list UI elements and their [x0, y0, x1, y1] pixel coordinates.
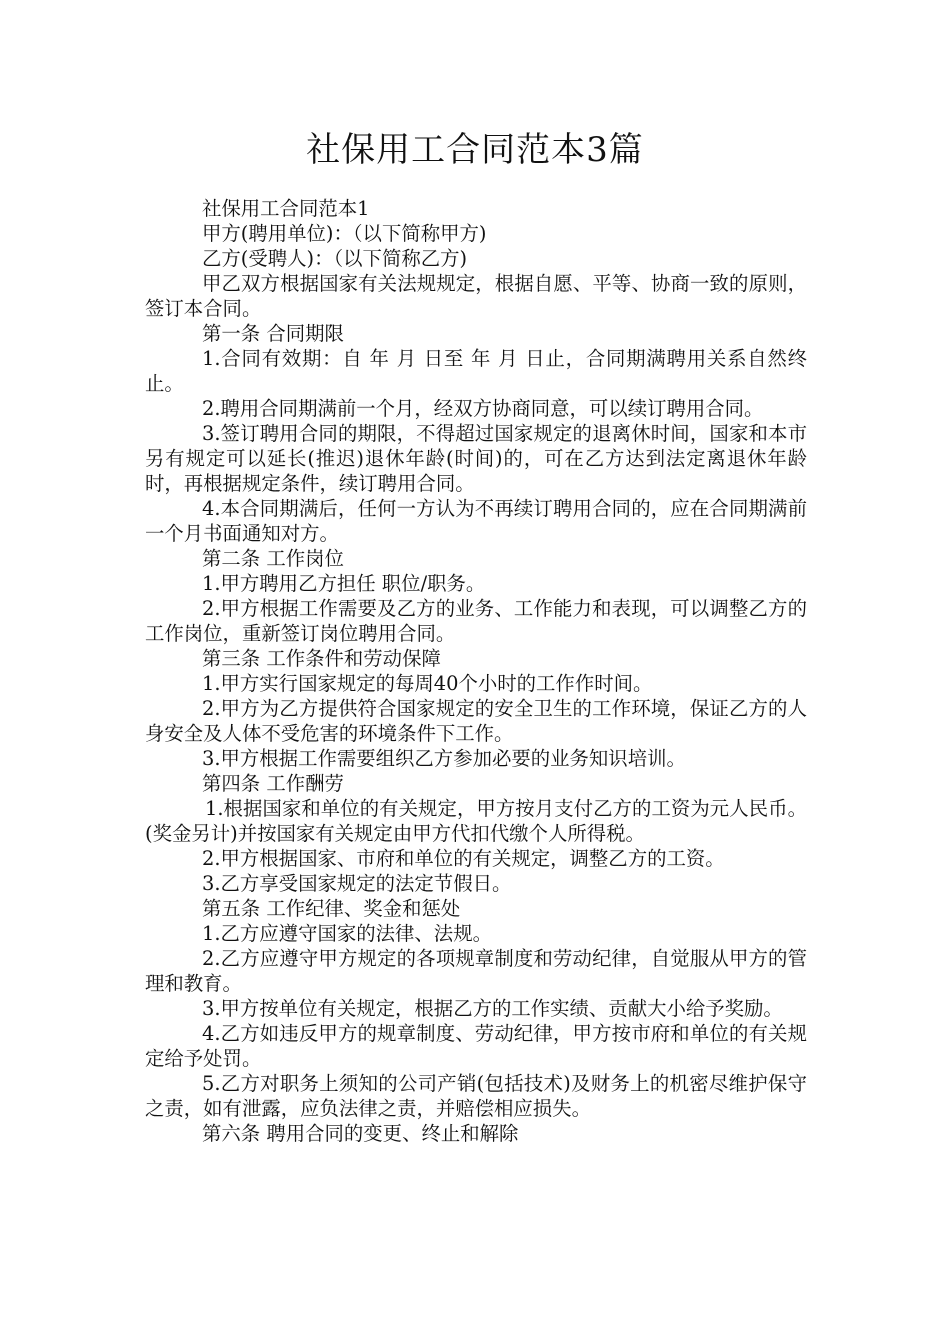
- party-b-line: 乙方(受聘人)：（以下简称乙方): [202, 247, 468, 270]
- clause-paragraph: 2.乙方应遵守甲方规定的各项规章制度和劳动纪律，自觉服从甲方的管理和教育。: [145, 947, 807, 995]
- clause-paragraph: 3.乙方享受国家规定的法定节假日。: [202, 872, 512, 895]
- clause-paragraph: 5.乙方对职务上须知的公司产销(包括技术)及财务上的机密尽维护保守之责，如有泄露，应负法律之责，并赔偿相应损失。: [145, 1072, 807, 1120]
- clause-paragraph: 3.签订聘用合同的期限，不得超过国家规定的退离休时间，国家和本市另有规定可以延长(推迟)退休年龄(时间)的，可在乙方达到法定离退休年龄时，再根据规定条件，续订聘用合同。: [145, 422, 807, 495]
- clause-paragraph: 1.甲方聘用乙方担任 职位/职务。: [202, 572, 486, 595]
- preamble-paragraph: 甲乙双方根据国家有关法规规定，根据自愿、平等、协商一致的原则，签订本合同。: [145, 272, 807, 320]
- clause-paragraph: 2.甲方根据工作需要及乙方的业务、工作能力和表现，可以调整乙方的工作岗位，重新签订岗位聘用合同。: [145, 597, 807, 645]
- article-heading: 第六条 聘用合同的变更、终止和解除: [202, 1122, 519, 1145]
- clause-paragraph: 2.聘用合同期满前一个月，经双方协商同意，可以续订聘用合同。: [202, 397, 764, 420]
- clause-paragraph: 1.合同有效期：自 年 月 日至 年 月 日止，合同期满聘用关系自然终止。: [145, 347, 807, 395]
- clause-paragraph: 4.本合同期满后，任何一方认为不再续订聘用合同的，应在合同期满前一个月书面通知对方。: [145, 497, 807, 545]
- article-heading: 第三条 工作条件和劳动保障: [202, 647, 441, 670]
- article-heading: 第四条 工作酬劳: [202, 772, 344, 795]
- clause-paragraph: 1.根据国家和单位的有关规定，甲方按月支付乙方的工资为元人民币。(奖金另计)并按国家有关规定由甲方代扣代缴个人所得税。: [145, 797, 807, 845]
- clause-paragraph: 4.乙方如违反甲方的规章制度、劳动纪律，甲方按市府和单位的有关规定给予处罚。: [145, 1022, 807, 1070]
- clause-paragraph: 1.乙方应遵守国家的法律、法规。: [202, 922, 492, 945]
- clause-paragraph: 1.甲方实行国家规定的每周40个小时的工作作时间。: [202, 672, 653, 695]
- clause-paragraph: 3.甲方按单位有关规定，根据乙方的工作实绩、贡献大小给予奖励。: [202, 997, 783, 1020]
- article-heading: 第五条 工作纪律、奖金和惩处: [202, 897, 461, 920]
- article-heading: 第一条 合同期限: [202, 322, 344, 345]
- document-body: [145, 196, 807, 1146]
- clause-paragraph: 2.甲方根据国家、市府和单位的有关规定，调整乙方的工资。: [202, 847, 725, 870]
- party-a-line: 甲方(聘用单位)：（以下简称甲方): [202, 222, 487, 245]
- clause-paragraph: 2.甲方为乙方提供符合国家规定的安全卫生的工作环境，保证乙方的人身安全及人体不受危害的环境条件下工作。: [145, 697, 807, 745]
- document-title: 社保用工合同范本3篇: [306, 130, 644, 170]
- section-heading: 社保用工合同范本1: [202, 197, 370, 220]
- clause-paragraph: 3.甲方根据工作需要组织乙方参加必要的业务知识培训。: [202, 747, 686, 770]
- article-heading: 第二条 工作岗位: [202, 547, 344, 570]
